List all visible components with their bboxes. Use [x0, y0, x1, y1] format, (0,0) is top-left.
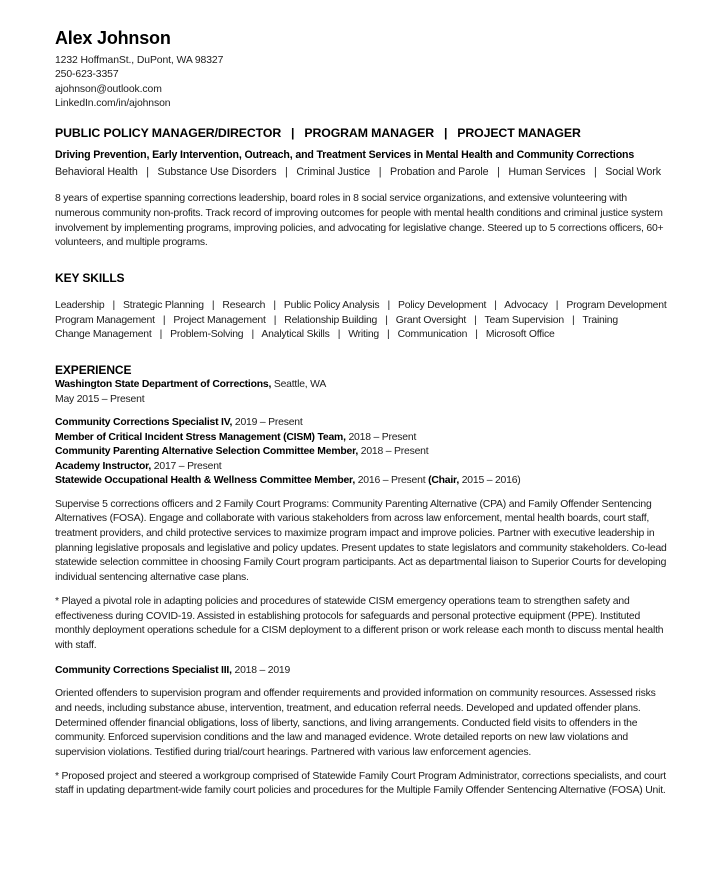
- role-line: [55, 431, 673, 446]
- role-line: [55, 460, 673, 475]
- summary-paragraph: 8 years of expertise spanning corrections leadership, board roles in 8 social service organizations, and extensive volunteering with numerous community non-profits. Track record of improving outcomes for people with mental health conditions and criminal justice system involvement by implementing programs, improving policies, and advocating for legislative change. Steered up to 5 corrections officers, 60+ volunteers, and multiple programs.: [55, 193, 664, 249]
- skills-line: Leadership | Strategic Planning | Research | Public Policy Analysis | Policy Development | Advocacy | Program Development: [55, 300, 667, 311]
- candidate-name: Alex Johnson: [55, 28, 171, 48]
- role-line: [55, 474, 673, 489]
- role-chair-label: (Chair,: [428, 475, 460, 487]
- key-skills-heading: KEY SKILLS: [55, 271, 125, 285]
- role-title: Community Parenting Alternative Selection Committee Member,: [55, 446, 359, 458]
- contact-header: [55, 28, 673, 111]
- role-line: [55, 416, 673, 431]
- role-dates: 2018 – Present: [345, 431, 417, 443]
- contact-address: 1232 HoffmanSt., DuPont, WA 98327: [55, 55, 224, 66]
- contact-linkedin: LinkedIn.com/in/ajohnson: [55, 97, 171, 109]
- role-title: Academy Instructor,: [55, 460, 152, 472]
- role-dates: 2018 – 2019: [231, 664, 291, 676]
- employer-dates: May 2015 – Present: [55, 393, 145, 405]
- role-title: Community Corrections Specialist IV,: [55, 417, 233, 429]
- role2-highlight: * Proposed project and steered a workgroup comprised of Statewide Family Court Program Administrator, corrections specialists, and court staff in updating department-wide family court policies and procedures for the Multiple Family Offender Sentencing Alternative (FOSA) Unit.: [55, 770, 666, 797]
- role-dates: 2018 – Present: [358, 446, 429, 458]
- employer-name: Washington State Department of Corrections,: [55, 379, 272, 391]
- role1-paragraph: Supervise 5 corrections officers and 2 Family Court Programs: Community Parenting Alternative (CPA) and Family Offender Sentencing Alternatives (FOSA). Engage and collaborate with various stakeholders from across law enforcement, mental health boards, court staff, treatment providers, and child protective services to maximize program impact and improve policies. Partner with executive leadership in planning legislative proposals and legislative and policy updates. Present updates to state legislators and community stakeholders. Co-lead statewide selection committee in choosing Family Court program participants. Act as departmental liaison to Superior Courts for developing individual sentencing alternative case plans.: [55, 498, 667, 584]
- employer-line: [55, 378, 673, 393]
- headline-tagline: Driving Prevention, Early Intervention, Outreach, and Treatment Services in Mental Health and Community Corrections: [55, 149, 635, 162]
- role2-paragraph: Oriented offenders to supervision program and offender requirements and provided information on community resources. Assessed risks and needs, including substance abuse, intervention, treatment, and education referral needs. Developed and updated offender plans. Determined offender financial obligations, loss of liberty, sanctions, and living arrangements. Conducted field visits to offenders in the community. Enforced supervision conditions and the law and managed evidence. Wrote detailed reports on new law violations and supervision violations. Testified during trial/court hearings. Partnered with various law enforcement agencies.: [55, 688, 656, 758]
- experience-section: [55, 363, 673, 799]
- role2-heading: [55, 664, 673, 679]
- headline-titles: PUBLIC POLICY MANAGER/DIRECTOR | PROGRAM MANAGER | PROJECT MANAGER: [55, 126, 581, 141]
- headline-section: [55, 126, 673, 180]
- role-line: [55, 445, 673, 460]
- headline-domains: Behavioral Health | Substance Use Disorders | Criminal Justice | Probation and Parole | Human Services | Social Work: [55, 166, 661, 179]
- role-dates: 2016 – Present: [355, 475, 429, 487]
- employer-location: Seattle, WA: [271, 379, 327, 391]
- role-dates: 2019 – Present: [232, 417, 303, 429]
- role-title: Community Corrections Specialist III,: [55, 664, 232, 676]
- contact-phone: 250-623-3357: [55, 69, 119, 81]
- experience-heading: EXPERIENCE: [55, 363, 132, 378]
- key-skills-list: [55, 299, 673, 343]
- role-title: Member of Critical Incident Stress Management (CISM) Team,: [55, 431, 346, 443]
- role-title-list: [55, 416, 673, 489]
- role1-highlight: * Played a pivotal role in adapting policies and procedures of statewide CISM emergency operations team to strengthen safety and effectiveness during COVID-19. Assisted in establishing protocols for safeguards and personal protective equipment (PPE). Instituted monthly deployment operations schedule for a CISM deployment to a different prison or work release each month to discuss mental health with staff.: [55, 595, 664, 651]
- role-chair-dates: 2015 – 2016): [459, 475, 521, 487]
- role-title: Statewide Occupational Health & Wellness Committee Member,: [55, 475, 356, 487]
- contact-email: ajohnson@outlook.com: [55, 83, 162, 95]
- key-skills-section: [55, 271, 673, 343]
- skills-line: Program Management | Project Management | Relationship Building | Grant Oversight | Team Supervision | Training: [55, 314, 618, 326]
- role-dates: 2017 – Present: [151, 460, 222, 472]
- skills-line: Change Management | Problem-Solving | Analytical Skills | Writing | Communication | Microsoft Office: [55, 329, 555, 341]
